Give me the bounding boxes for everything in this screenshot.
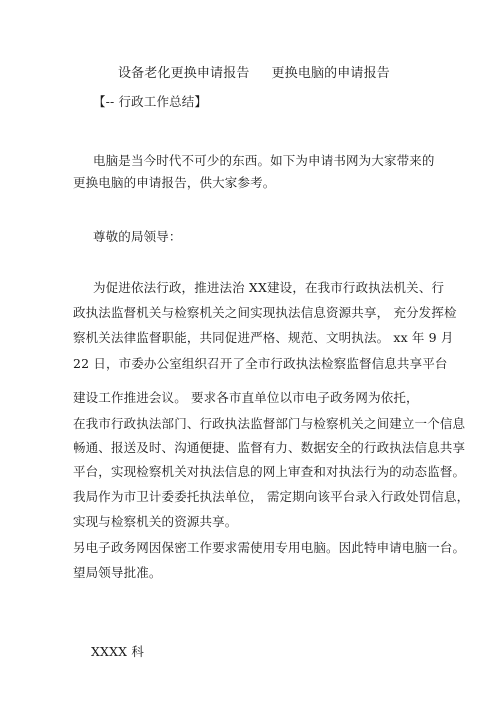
body-line-8: 平台，实现检察机关对执法信息的网上审查和对执法行为的动态监督。	[73, 464, 466, 479]
document-subtitle: 【-- 行政工作总结】	[93, 94, 208, 109]
body-line-12: 望局领导批准。	[73, 565, 162, 580]
body-line-1: 为促进依法行政，推进法治 XX建设，在我市行政执法机关、行	[93, 280, 445, 295]
salutation: 尊敬的局领导：	[93, 229, 182, 244]
body-line-4: 22 日，市委办公室组织召开了全市行政执法检察监督信息共享平台	[73, 356, 448, 371]
body-line-2: 政执法监督机关与检察机关之间实现执法信息资源共享， 充分发挥检	[73, 305, 457, 320]
body-line-5: 建设工作推进会议。 要求各市直单位以市电子政务网为依托，	[73, 390, 419, 405]
body-line-9: 我局作为市卫计委委托执法单位， 需定期向该平台录入行政处罚信息，	[73, 489, 470, 504]
title-part-2: 更换电脑的申请报告	[271, 66, 390, 81]
body-line-3: 察机关法律监督职能，共同促进严格、规范、文明执法。 xx 年 9 月	[73, 330, 454, 345]
intro-line-1: 电脑是当今时代不可少的东西。如下为申请书网为大家带来的	[93, 153, 435, 168]
intro-line-2: 更换电脑的申请报告，供大家参考。	[73, 175, 276, 190]
signature: XXXX 科	[91, 644, 144, 659]
title-part-1: 设备老化更换申请报告	[118, 66, 250, 81]
body-line-6: 在我市行政执法部门、行政执法监督部门与检察机关之间建立一个信息	[73, 416, 466, 431]
document-title	[118, 67, 390, 81]
body-line-7: 畅通、报送及时、沟通便捷、监督有力、数据安全的行政执法信息共享	[73, 440, 466, 455]
body-line-10: 实现与检察机关的资源共享。	[73, 514, 238, 529]
body-line-11: 另电子政务网因保密工作要求需使用专用电脑。因此特申请电脑一台。	[73, 540, 466, 555]
